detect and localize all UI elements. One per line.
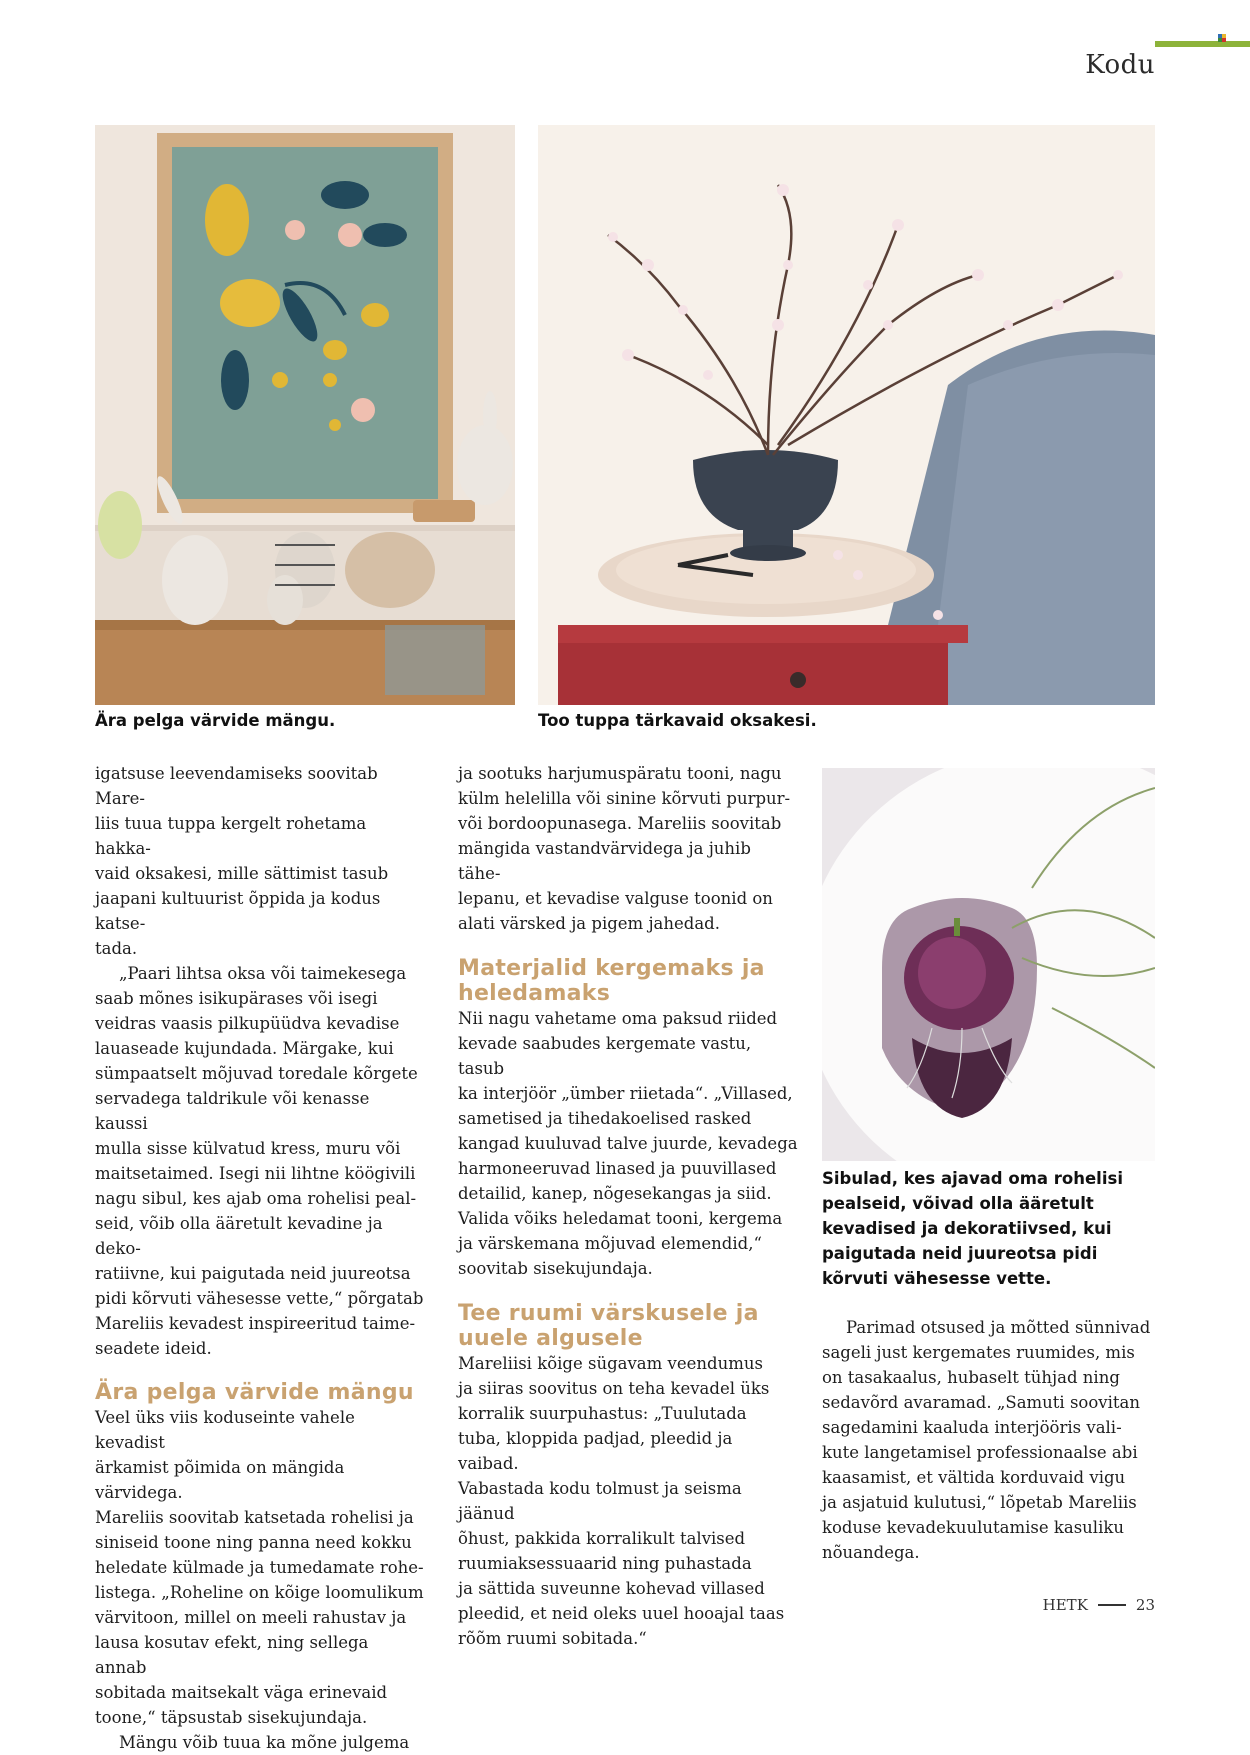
image-caption: Too tuppa tärkavaid oksakesi. [538,711,817,730]
page-number: 23 [1135,1596,1155,1614]
magazine-name: HETK [1042,1596,1088,1614]
article-column-2 [458,761,798,1651]
image-caption: Sibulad, kes ajavad oma rohelisi pealseid, võivad olla ääretult kevadised ja dekoratiivsed, kui paigutada neid juureotsa pidi kõrvuti vähesesse vette. [822,1169,1123,1288]
framed-botanical-art-photo [95,125,515,705]
paragraph: Veel üks viis koduseinte vahele kevadist ärkamist põimida on mängida värvidega. Mareliis soovitab katsetada rohelisi ja siniseid toone ning panna need kokku heledate külmade ja tumedamate rohe- listega. „Roheline on kõige loomulikum värvitoon, millel on meeli rahustav ja lausa kosutav efekt, ning sellega annab sobitada maitsekalt väga erinevaid toone,“ täpsustab sisekujundaja. [95,1408,424,1727]
subheading: Materjalid kergemaks ja heledamaks [458,956,765,1006]
section-accent-bar [1155,41,1250,47]
paragraph: Mängu võib tuua ka mõne julgema [119,1733,410,1752]
blossom-branches-photo [538,125,1155,705]
section-title: Kodu [1085,50,1155,80]
paragraph: „Paari lihtsa oksa või taimekesega saab mõnes isikupärases või isegi veidras vaasis pilkupüüdva kevadise lauaseade kujundada. Märgake, kui sümpaatselt mõjuvad toredale kõrgete servadega taldrikule või kenasse kaussi mulla sisse külvatud kress, muru või maitsetaimed. Isegi nii lihtne köögivili nagu sibul, kes ajab oma rohelisi peal- seid, võib olla ääretult kevadine ja deko- ratiivne, kui paigutada neid juureotsa pidi kõrvuti vähesesse vette,“ põrgatab Mareliis kevadest inspireeritud taime- seadete ideid. [95,964,424,1358]
paragraph: Mareliisi kõige sügavam veendumus ja siiras soovitus on teha kevadel üks korralik suurpuhastus: „Tuulutada tuba, kloppida padjad, pleedid ja vaibad. Vabastada kodu tolmust ja seisma jäänud õhust, pakkida korralikult talvised ruumiaksessuaarid ning puhastada ja sättida suveunne kohevad villased pleedid, et neid oleks uuel hooajal taas rõõm ruumi sobitada.“ [458,1354,785,1648]
paragraph: igatsuse leevendamiseks soovitab Mare- liis tuua tuppa kergelt rohetama hakka- vaid oksakesi, mille sättimist tasub jaapani kultuurist õppida ja kodus katse- tada. [95,764,389,958]
paragraph: Parimad otsused ja mõtted sünnivad sageli just kergemates ruumides, mis on tasakaalus, hubaselt tühjad ning sedavõrd avaramad. „Samuti soovitan sagedamini kaaluda interjööris vali- kute langetamisel professionaalse abi kaasamist, et vältida korduvaid vigu ja asjatuid kulutusi,“ lõpetab Mareliis koduse kevadekuulutamise kasuliku nõuandega. [822,1318,1151,1562]
paragraph: Nii nagu vahetame oma paksud riided kevade saabudes kergemate vastu, tasub ka interjöör „ümber riietada“. „Villased, sametised ja tihedakoelised rasked kangad kuuluvad talve juurde, kevadega harmoneeruvad linased ja puuvillased detailid, kanep, nõgesekangas ja siid. Valida võiks heledamat tooni, kergema ja värskemana mõjuvad elemendid,“ soovitab sisekujundaja. [458,1009,798,1278]
article-column-1 [95,761,425,1755]
page-footer [1043,1596,1155,1614]
onion-bulb-vase-photo [822,768,1155,1161]
footer-divider [1098,1604,1126,1606]
subheading: Ära pelga värvide mängu [95,1380,414,1405]
paragraph: ja sootuks harjumuspäratu tooni, nagu külm helelilla või sinine kõrvuti purpur- või bordoopunasega. Mareliis soovitab mängida vastandvärvidega ja juhib tähe- lepanu, et kevadise valguse toonid on alati värsked ja pigem jahedad. [458,764,791,933]
brand-dots-icon [1218,34,1226,42]
image-caption: Ära pelga värvide mängu. [95,711,336,730]
subheading: Tee ruumi värskusele ja uuele algusele [458,1301,759,1351]
article-column-3 [822,1315,1155,1565]
